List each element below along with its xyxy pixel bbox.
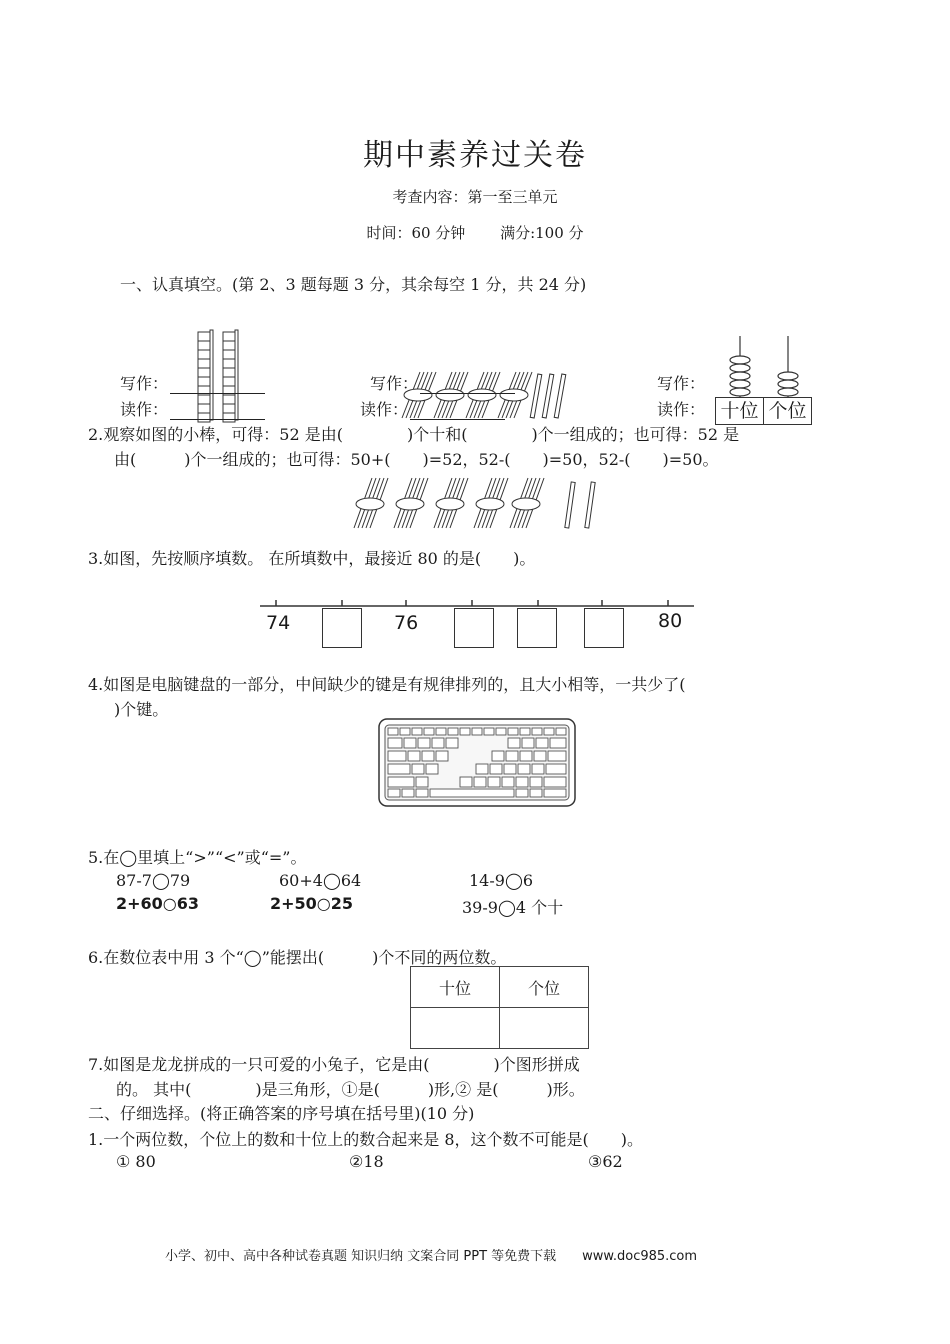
- q4-line2: )个键。: [114, 700, 169, 719]
- number-line-label: 76: [394, 612, 419, 634]
- q2-sticks-figure: [350, 472, 602, 532]
- q5-item: 60+4◯64: [279, 871, 362, 890]
- abacus-base: [715, 397, 812, 425]
- q1a-write: [120, 371, 265, 394]
- number-line-label: 74: [266, 612, 291, 634]
- tens-header: 十位: [411, 967, 500, 1008]
- q1c-write: [657, 371, 705, 394]
- abacus-tens-label: 十位: [716, 398, 764, 424]
- s2-q1-text: 1.一个两位数，个位上的数和十位上的数合起来是 8，这个数不可能是( )。: [88, 1130, 644, 1149]
- q6-text: 6.在数位表中用 3 个“◯”能摆出( )个不同的两位数。: [88, 948, 507, 967]
- q1a-read: [120, 397, 265, 420]
- abacus-ones-label: 个位: [768, 400, 807, 422]
- section1-heading: 一、认真填空。(第 2、3 题每题 3 分，其余每空 1 分，共 24 分): [120, 275, 587, 294]
- q1b-write: [370, 371, 515, 394]
- q1b-read: [360, 397, 505, 420]
- keyboard-figure: [378, 718, 576, 808]
- q3-text: 3.如图，先按顺序填数。 在所填数中，最接近 80 的是( )。: [88, 549, 536, 568]
- read-label: 读作：: [657, 400, 706, 419]
- abacus-figure: [716, 336, 812, 400]
- write-label: 写作：: [370, 374, 419, 393]
- page-title: 期中素养过关卷: [363, 138, 587, 173]
- number-line-blank[interactable]: [322, 608, 362, 648]
- q5-item: 14-9◯6: [469, 871, 534, 890]
- footer-text: 小学、初中、高中各种试卷真题 知识归纳 文案合同 PPT 等免费下载 www.doc985.com: [165, 1249, 698, 1264]
- number-line-blank[interactable]: [454, 608, 494, 648]
- tens-cell[interactable]: [411, 1008, 500, 1049]
- q7-line2: 的。 其中( )是三角形，①是( )形,② 是( )形。: [116, 1080, 585, 1099]
- place-value-table: [410, 966, 589, 1049]
- read-label: 读作：: [120, 400, 169, 419]
- number-line-label: 80: [658, 610, 683, 632]
- ones-cell[interactable]: [500, 1008, 589, 1049]
- section2-heading: 二、仔细选择。(将正确答案的序号填在括号里)(10 分): [88, 1104, 475, 1123]
- s2-q1-option[interactable]: ③62: [588, 1152, 623, 1171]
- q2-line2: 由( )个一组成的；也可得：50+( )=52，52-( )=50，52-( )=50。: [114, 450, 719, 469]
- write-label: 写作：: [120, 374, 169, 393]
- q5-item: 87-7◯79: [116, 871, 191, 890]
- read-label: 读作：: [360, 400, 409, 419]
- write-blank[interactable]: [170, 377, 265, 394]
- q7-line1: 7.如图是龙龙拼成的一只可爱的小兔子，它是由( )个图形拼成: [88, 1055, 580, 1074]
- q5-text: 5.在◯里填上“>”“<”或“=”。: [88, 848, 307, 867]
- time-score: 时间：60 分钟 满分:100 分: [366, 224, 584, 242]
- write-blank[interactable]: [420, 377, 515, 394]
- q5-item: 2+60○63: [116, 894, 200, 913]
- content-scope: 考查内容：第一至三单元: [392, 188, 558, 206]
- q5-item: 2+50○25: [270, 894, 354, 913]
- ones-header: 个位: [500, 967, 589, 1008]
- read-blank[interactable]: [410, 403, 505, 420]
- q2-line1: 2.观察如图的小棒，可得：52 是由( )个十和( )个一组成的；也可得：52 是: [88, 425, 740, 444]
- q1c-read: [657, 397, 705, 420]
- number-line-blank[interactable]: [517, 608, 557, 648]
- q5-item: 39-9◯4 个十: [462, 898, 564, 917]
- read-blank[interactable]: [170, 403, 265, 420]
- s2-q1-option[interactable]: ① 80: [116, 1152, 156, 1171]
- write-label: 写作：: [657, 374, 706, 393]
- s2-q1-option[interactable]: ②18: [349, 1152, 384, 1171]
- number-line-blank[interactable]: [584, 608, 624, 648]
- q4-line1: 4.如图是电脑键盘的一部分，中间缺少的键是有规律排列的，且大小相等，一共少了(: [88, 675, 686, 694]
